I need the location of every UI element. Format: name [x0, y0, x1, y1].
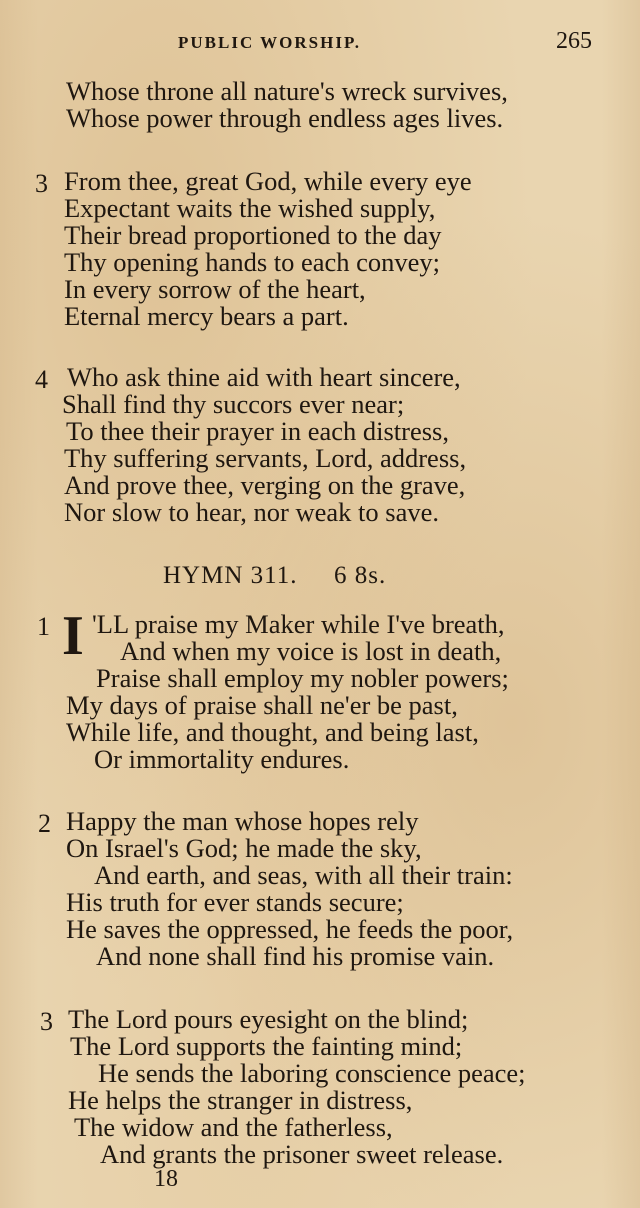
verse-line: He saves the oppressed, he feeds the poor,	[66, 914, 514, 944]
hymn-title: HYMN 311.	[163, 562, 298, 589]
stanza-number: 2	[38, 809, 51, 838]
verse-line: His truth for ever stands secure;	[66, 887, 404, 917]
stanza-number: 4	[35, 365, 48, 394]
stanza-number: 3	[35, 169, 48, 198]
verse-line: And when my voice is lost in death,	[120, 636, 502, 666]
verse-line: He helps the stranger in distress,	[68, 1085, 413, 1115]
verse-line: Expectant waits the wished supply,	[64, 193, 436, 223]
verse-line: The Lord supports the fainting mind;	[70, 1031, 463, 1061]
verse-line: The Lord pours eyesight on the blind;	[68, 1004, 469, 1034]
verse-line: Happy the man whose hopes rely	[66, 806, 419, 836]
verse-line: While life, and thought, and being last,	[66, 717, 479, 747]
verse-line: And grants the prisoner sweet release.	[100, 1139, 504, 1169]
verse-line: In every sorrow of the heart,	[64, 274, 366, 304]
verse-line: Their bread proportioned to the day	[64, 220, 442, 250]
drop-cap: I	[62, 605, 84, 667]
running-head: PUBLIC WORSHIP.	[178, 33, 362, 52]
verse-line: Eternal mercy bears a part.	[64, 301, 349, 331]
verse-line: And none shall find his promise vain.	[96, 941, 495, 971]
verse-line: From thee, great God, while every eye	[64, 166, 472, 196]
hymn-heading	[163, 562, 386, 590]
verse-line: Praise shall employ my nobler powers;	[96, 663, 509, 693]
signature-mark: 18	[154, 1166, 178, 1192]
verse-line: To thee their prayer in each distress,	[66, 416, 449, 446]
verse-line: The widow and the fatherless,	[74, 1112, 393, 1142]
verse-line: Nor slow to hear, nor weak to save.	[64, 497, 439, 527]
verse-line: On Israel's God; he made the sky,	[66, 833, 422, 863]
verse-line: My days of praise shall ne'er be past,	[66, 690, 458, 720]
verse-line: Thy opening hands to each convey;	[64, 247, 441, 277]
stanza-number: 3	[40, 1007, 53, 1036]
verse-line: Shall find thy succors ever near;	[62, 389, 405, 419]
stanza-number: 1	[37, 612, 50, 641]
verse-line: And prove thee, verging on the grave,	[64, 470, 466, 500]
verse-line: He sends the laboring conscience peace;	[98, 1058, 526, 1088]
verse-line: And earth, and seas, with all their train:	[94, 860, 513, 890]
verse-line: 'LL praise my Maker while I've breath,	[92, 609, 505, 639]
verse-line: Whose throne all nature's wreck survives,	[66, 76, 508, 106]
page-number: 265	[556, 28, 592, 54]
verse-line: Who ask thine aid with heart sincere,	[67, 362, 461, 392]
hymn-meter: 6 8s.	[333, 562, 387, 589]
verse-line: Thy suffering servants, Lord, address,	[64, 443, 467, 473]
verse-line: Whose power through endless ages lives.	[66, 103, 504, 133]
verse-line: Or immortality endures.	[94, 744, 350, 774]
